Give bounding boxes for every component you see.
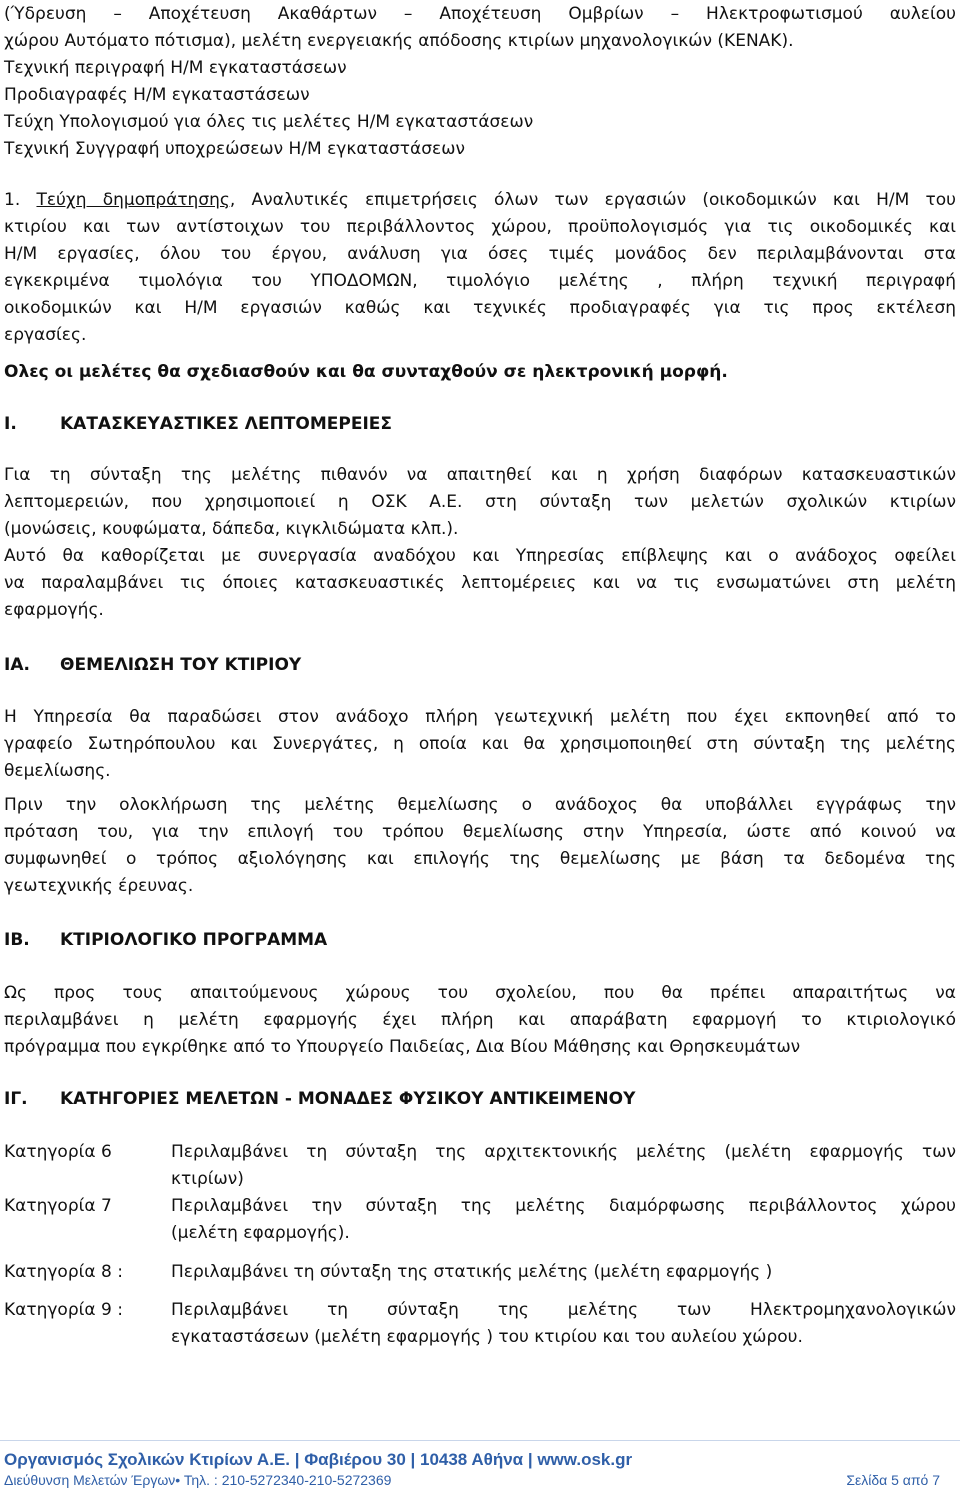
item1-first-rest: , Αναλυτικές επιμετρήσεις όλων των εργασιών (οικοδομικών και Η/Μ του <box>229 190 956 210</box>
category-desc: Περιλαμβάνει τη σύνταξη της αρχιτεκτονικής μελέτης (μελέτη εφαρμογής των <box>171 1142 956 1162</box>
section-heading-IG <box>4 1089 635 1109</box>
section-title: ΚΑΤΗΓΟΡΙΕΣ ΜΕΛΕΤΩΝ - ΜΟΝΑΔΕΣ ΦΥΣΙΚΟΥ ΑΝΤΙΚΕΙΜΕΝΟΥ <box>60 1089 636 1109</box>
section-IA-line: γεωτεχνικής έρευνας. <box>4 876 194 896</box>
category-label: Κατηγορία 9 : <box>4 1300 123 1320</box>
section-IA-line: θεμελίωσης. <box>4 761 111 781</box>
section-IB-line: Ως προς τους απαιτούμενους χώρους του σχολείου, που θα πρέπει απαραιτήτως να <box>4 983 956 1003</box>
intro-line-2: χώρου Αυτόματο πότισμα), μελέτη ενεργειακής απόδοσης κτιρίων μηχανολογικών (ΚΕΝΑΚ). <box>4 31 794 51</box>
section-number: ΙΓ. <box>4 1089 28 1109</box>
item1-number: 1. <box>4 190 21 210</box>
section-IA-line: Η Υπηρεσία θα παραδώσει στον ανάδοχο πλήρη γεωτεχνική μελέτη που έχει εκπονηθεί από το <box>4 707 956 727</box>
section-IA-line: πρόταση του, για την επιλογή του τρόπου θεμελίωσης στην Υπηρεσία, ώστε από κοινού να <box>4 822 956 842</box>
item1-link[interactable]: Τεύχη δημοπράτησης <box>36 190 230 210</box>
category-label: Κατηγορία 6 <box>4 1142 112 1162</box>
section-heading-I <box>4 414 392 434</box>
section-I-line: Αυτό θα καθορίζεται με συνεργασία αναδόχου και Υπηρεσίας επίβλεψης και ο ανάδοχος οφείλει <box>4 546 956 566</box>
intro-line-1: (Ύδρευση – Αποχέτευση Ακαθάρτων – Αποχέτευση Ομβρίων – Ηλεκτροφωτισμού αυλείου <box>4 4 956 24</box>
section-IA-line: γραφείο Σωτηρόπουλου και Συνεργάτες, η οποία και θα χρησιμοποιηθεί στη σύνταξη της μελέτης <box>4 734 956 754</box>
item1-bold-note: Ολες οι μελέτες θα σχεδιασθούν και θα συνταχθούν σε ηλεκτρονική μορφή. <box>4 362 728 382</box>
intro-list-item: Τεύχη Υπολογισμού για όλες τις μελέτες Η/Μ εγκαταστάσεων <box>4 112 534 132</box>
section-number: Ι. <box>4 414 17 434</box>
section-I-line: Για τη σύνταξη της μελέτης πιθανόν να απαιτηθεί και η χρήση διαφόρων κατασκευαστικών <box>4 465 956 485</box>
section-I-line: να παραλαμβάνει τις όποιες κατασκευαστικές λεπτομέρειες και να τις ενσωματώνει στη μελέτη <box>4 573 956 593</box>
category-desc: εγκαταστάσεων (μελέτη εφαρμογής ) του κτιρίου και του αυλείου χώρου. <box>171 1327 803 1347</box>
category-label: Κατηγορία 8 : <box>4 1262 123 1282</box>
category-desc: (μελέτη εφαρμογής). <box>171 1223 350 1243</box>
category-desc: Περιλαμβάνει τη σύνταξη της στατικής μελέτης (μελέτη εφαρμογής ) <box>171 1262 773 1282</box>
item1-line: εγκεκριμένα τιμολόγια του ΥΠΟΔΟΜΩΝ, τιμολόγιο μελέτης , πλήρη τεχνική περιγραφή <box>4 271 956 291</box>
section-title: ΘΕΜΕΛΙΩΣΗ ΤΟΥ ΚΤΙΡΙΟΥ <box>60 655 302 675</box>
intro-list-item: Προδιαγραφές Η/Μ εγκαταστάσεων <box>4 85 310 105</box>
category-desc: κτιρίων) <box>171 1169 244 1189</box>
section-IA-line: Πριν την ολοκλήρωση της μελέτης θεμελίωσης ο ανάδοχος θα υποβάλλει εγγράφως την <box>4 795 956 815</box>
section-title: ΚΤΙΡΙΟΛΟΓΙΚΟ ΠΡΟΓΡΑΜΜΑ <box>60 930 328 950</box>
section-number: ΙΒ. <box>4 930 30 950</box>
section-I-line: εφαρμογής. <box>4 600 104 620</box>
section-IB-line: περιλαμβάνει η μελέτη εφαρμογής έχει πλήρη και απαράβατη εφαρμογή το κτιριολογικό <box>4 1010 956 1030</box>
section-IA-line: συμφωνηθεί ο τρόπος αξιολόγησης και επιλογής της θεμελίωσης με βάση τα δεδομένα της <box>4 849 956 869</box>
section-number: ΙΑ. <box>4 655 30 675</box>
section-title: ΚΑΤΑΣΚΕΥΑΣΤΙΚΕΣ ΛΕΠΤΟΜΕΡΕΙΕΣ <box>60 414 392 434</box>
section-IB-line: πρόγραμμα που εγκρίθηκε από το Υπουργείο Παιδείας, Δια Βίου Μάθησης και Θρησκευμάτων <box>4 1037 801 1057</box>
item1-line: εργασίες. <box>4 325 87 345</box>
footer-divider <box>0 1440 960 1441</box>
intro-list-item: Τεχνική περιγραφή Η/Μ εγκαταστάσεων <box>4 58 347 78</box>
section-heading-IB <box>4 930 327 950</box>
section-heading-IA <box>4 655 301 675</box>
category-desc: Περιλαμβάνει την σύνταξη της μελέτης διαμόρφωσης περιβάλλοντος χώρου <box>171 1196 956 1216</box>
footer-dept-line: Διεύθυνση Μελετών Έργων• Τηλ. : 210-5272340-210-5272369 <box>4 1472 392 1488</box>
page-number: Σελίδα 5 από 7 <box>846 1472 940 1488</box>
section-I-line: (μονώσεις, κουφώματα, δάπεδα, κιγκλιδώματα κλπ.). <box>4 519 459 539</box>
footer-org-line[interactable]: Οργανισμός Σχολικών Κτιρίων Α.Ε. | Φαβιέρου 30 | 10438 Αθήνα | www.osk.gr <box>4 1450 633 1469</box>
intro-list-item: Τεχνική Συγγραφή υποχρεώσεων Η/Μ εγκαταστάσεων <box>4 139 465 159</box>
category-desc: Περιλαμβάνει τη σύνταξη της μελέτης των Ηλεκτρομηχανολογικών <box>171 1300 956 1320</box>
item1-line: κτιρίου και των αντίστοιχων του περιβάλλοντος χώρου, προϋπολογισμός για τις οικοδομικές και <box>4 217 956 237</box>
section-I-line: λεπτομερειών, που χρησιμοποιεί η ΟΣΚ Α.Ε. στη σύνταξη των μελετών σχολικών κτιρίων <box>4 492 956 512</box>
category-label: Κατηγορία 7 <box>4 1196 112 1216</box>
item1-line: οικοδομικών και Η/Μ εργασιών καθώς και τεχνικές προδιαγραφές για τις προς εκτέλεση <box>4 298 956 318</box>
item1-line: Η/Μ εργασίες, όλου του έργου, ανάλυση για όσες τιμές μονάδος δεν περιλαμβάνονται στα <box>4 244 956 264</box>
item1-first-line <box>4 190 956 210</box>
